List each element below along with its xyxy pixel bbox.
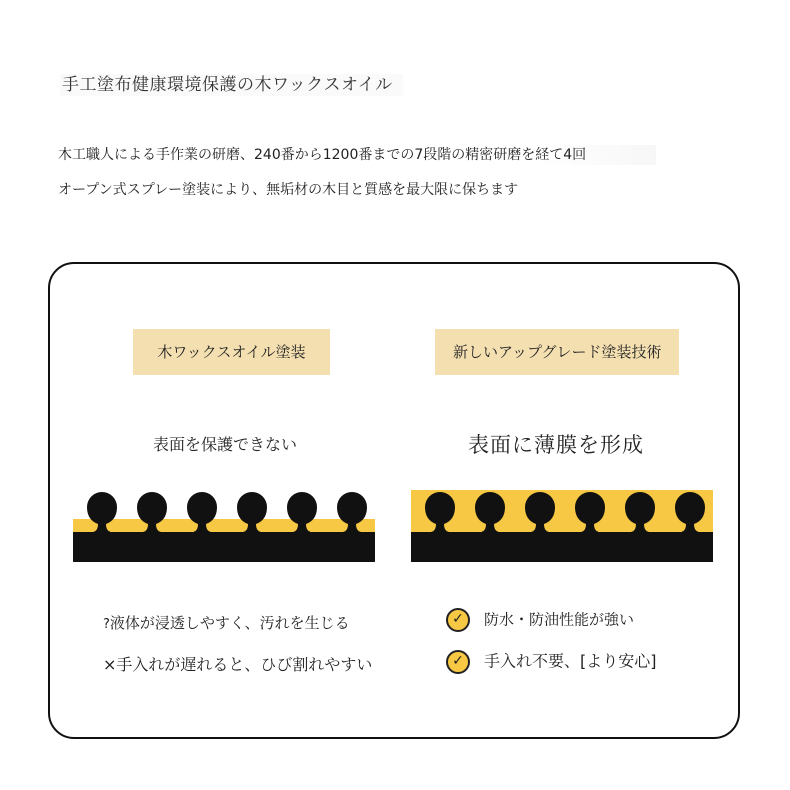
page-title: 手工塗布健康環境保護の木ワックスオイル (60, 74, 403, 96)
description-line-2: オープン式スプレー塗装により、無垢材の木目と質感を最大限に保ちます (58, 182, 519, 198)
check-circle-icon: ✓ (446, 650, 470, 674)
left-label-box (133, 329, 330, 375)
left-heading: 表面を保護できない (153, 435, 298, 454)
right-label-box (435, 329, 679, 375)
left-point-2-marker: × (103, 655, 117, 674)
wood-surface-film-diagram (411, 490, 713, 562)
check-circle-icon: ✓ (446, 608, 470, 632)
description-line-1: 木工職人による手作業の研磨、240番から1200番までの7段階の精密研磨を経て4回 (58, 145, 656, 165)
left-point-1-text: 液体が浸透しやすく、汚れを生じる (109, 614, 350, 632)
left-point-1 (103, 612, 350, 636)
wood-surface-no-film-diagram (73, 490, 375, 562)
left-point-2 (103, 654, 372, 676)
right-point-2 (446, 650, 657, 674)
right-label-text: 新しいアップグレード塗装技術 (453, 343, 662, 361)
right-point-2-text: 手入れ不要、[より安心] (484, 651, 657, 671)
right-point-1-text: 防水・防油性能が強い (484, 610, 635, 629)
right-heading: 表面に薄膜を形成 (468, 433, 644, 457)
left-label-text: 木ワックスオイル塗装 (157, 343, 306, 361)
right-point-1 (446, 608, 634, 632)
left-point-1-marker: ? (103, 617, 110, 632)
left-point-2-text: 手入れが遅れると、ひび割れやすい (116, 655, 373, 674)
